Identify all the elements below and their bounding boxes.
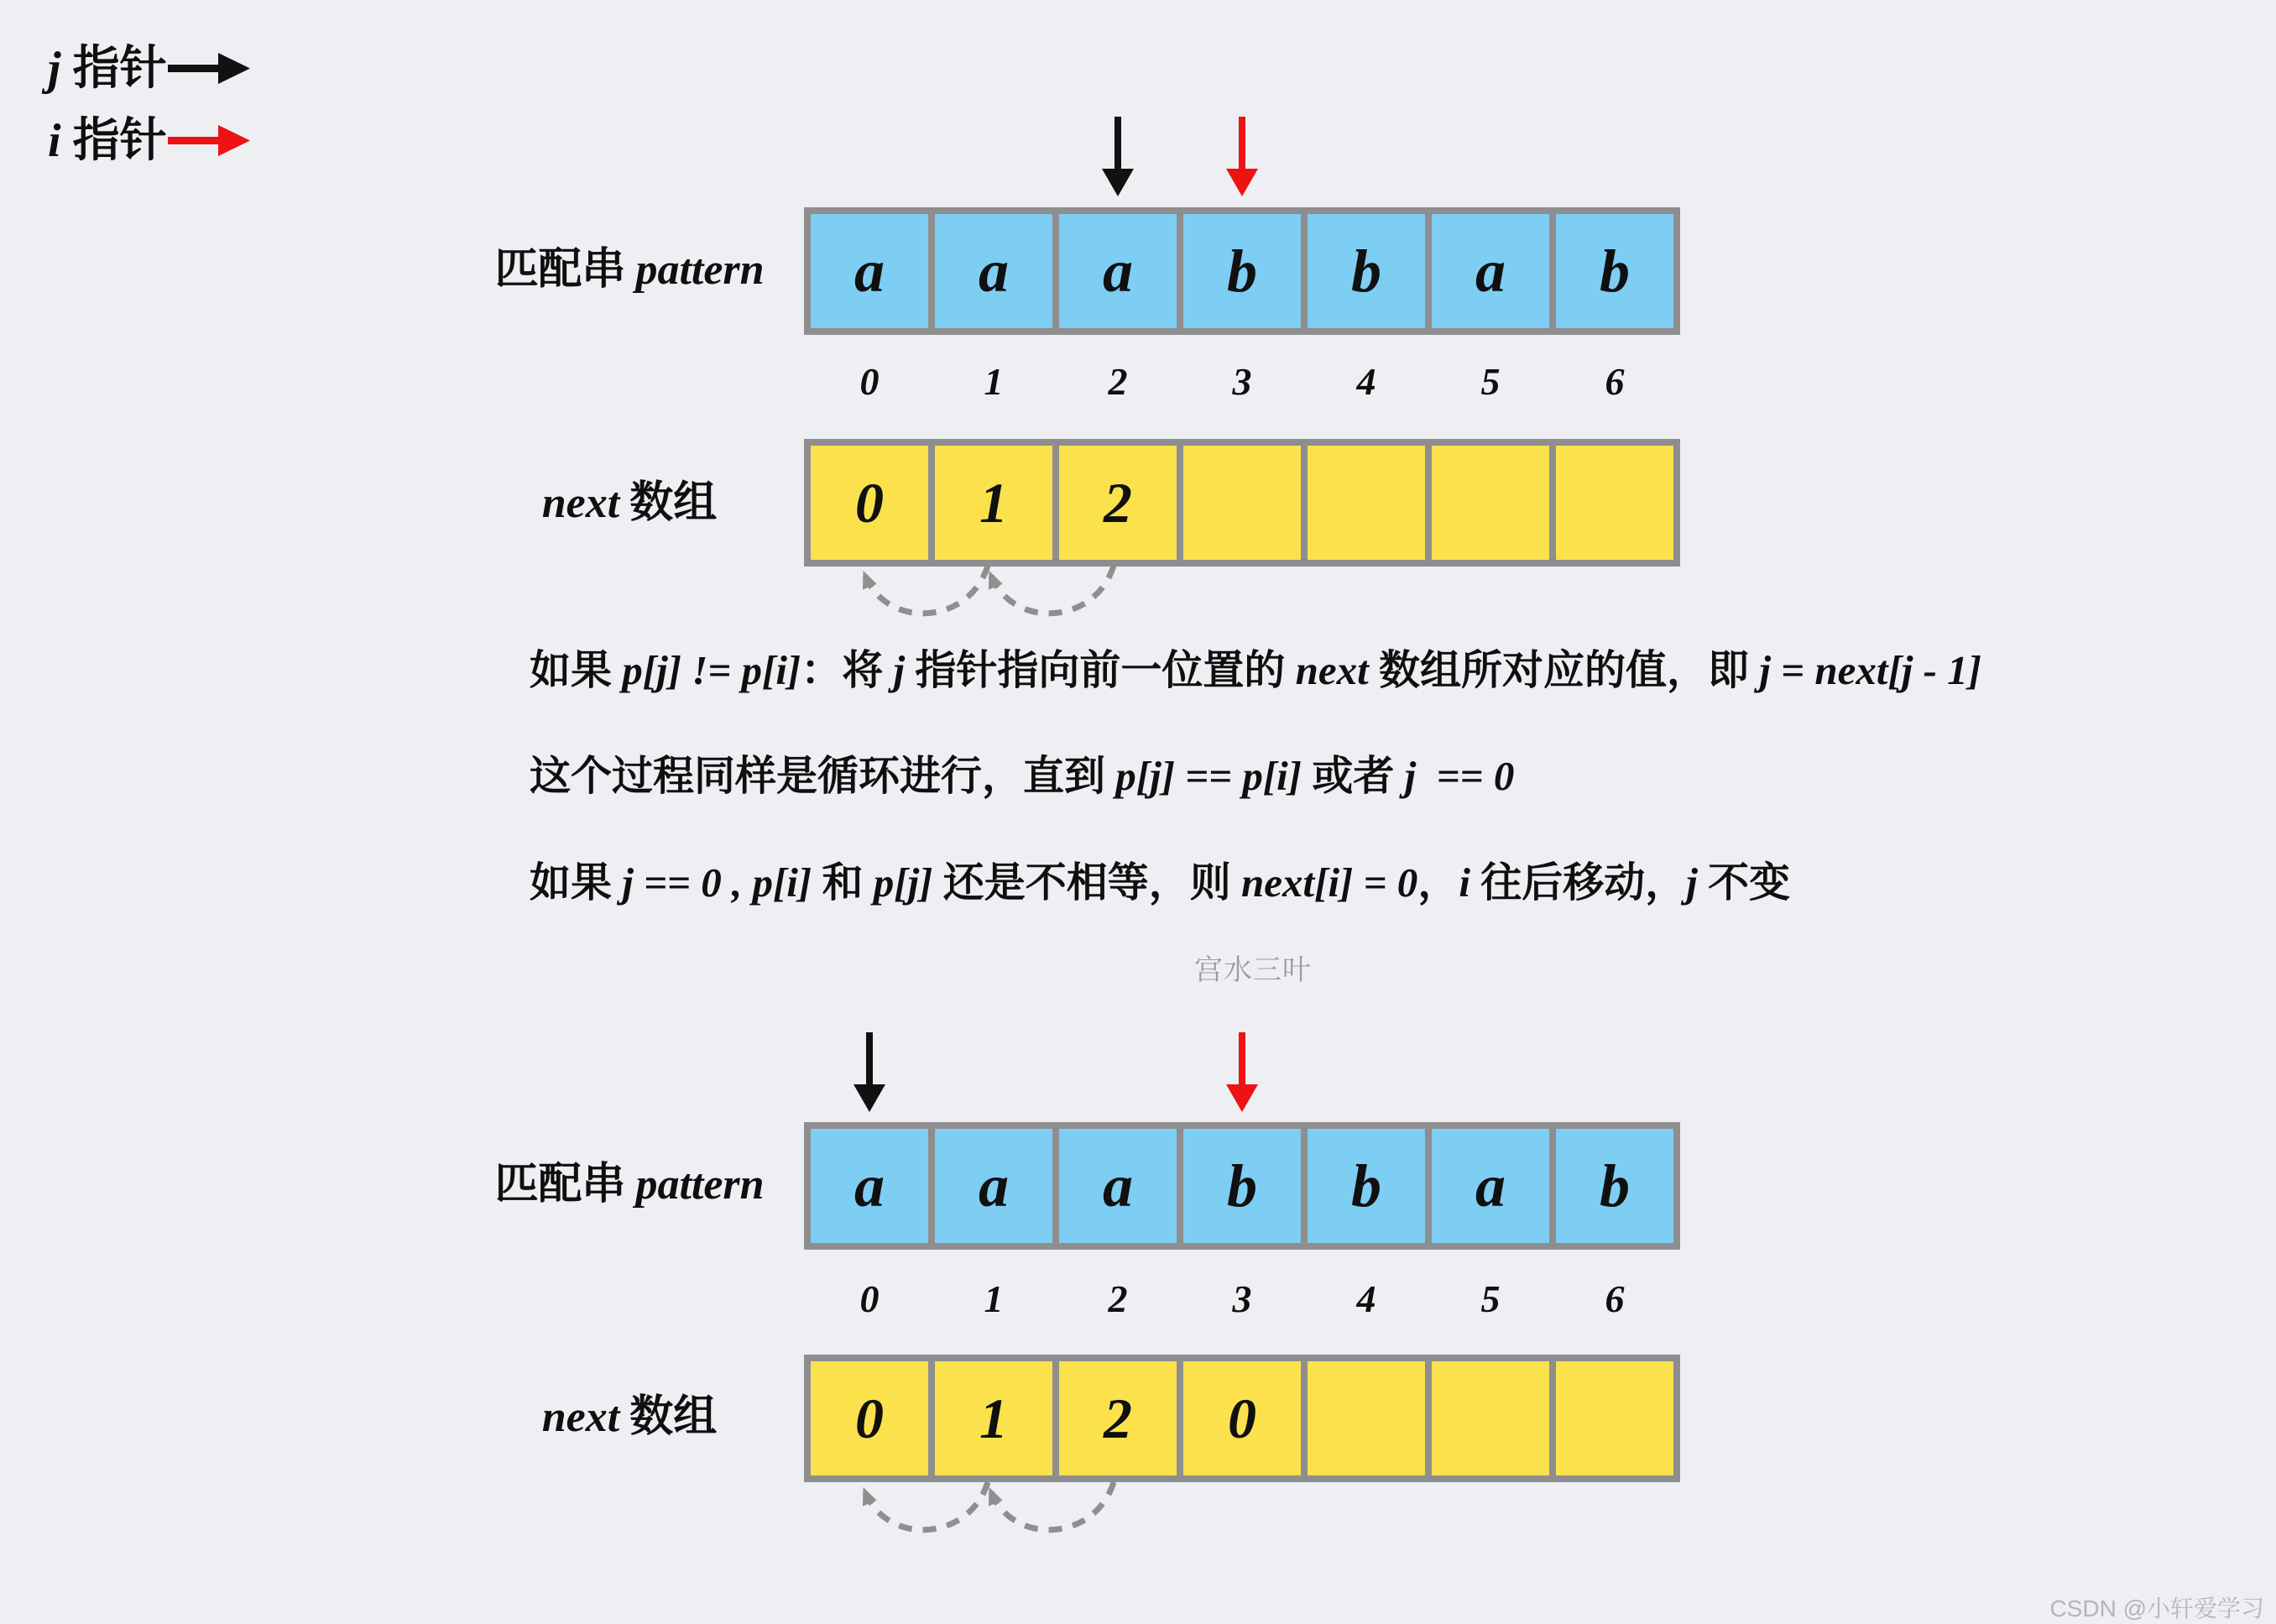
legend-j-pointer	[48, 42, 167, 96]
next-cell: 1	[935, 446, 1052, 560]
text-segment: 往后移动，	[1469, 859, 1687, 906]
watermark-csdn: CSDN @小轩爱学习	[2049, 1595, 2264, 1621]
pattern-label-en: pattern	[635, 246, 765, 294]
explanation-line-2	[530, 754, 1514, 799]
index-label: 4	[1356, 1277, 1376, 1320]
text-segment: j == 0 , p[i]	[622, 859, 812, 906]
pattern-label-en: pattern	[635, 1161, 765, 1209]
text-segment: 这个过程同样是循环进行，直到	[530, 753, 1116, 799]
next-cell: 2	[1059, 446, 1177, 560]
legend-i-pointer	[48, 114, 167, 168]
text-segment: next[i] = 0	[1241, 859, 1418, 906]
pattern-cell: a	[1432, 1129, 1549, 1243]
pattern-cell: a	[1059, 1129, 1177, 1243]
next-cell: 0	[811, 446, 928, 560]
pattern-cell: b	[1183, 214, 1301, 328]
index-label: 1	[984, 360, 1004, 403]
explanation-line-3	[530, 860, 1790, 906]
next-cell	[1432, 446, 1549, 560]
index-label: 6	[1605, 360, 1625, 403]
next-cell: 1	[935, 1361, 1052, 1475]
pattern-row	[804, 1122, 1680, 1250]
pattern-cell: a	[1059, 214, 1177, 328]
index-label: 3	[1232, 1277, 1252, 1320]
next-cell: 0	[811, 1361, 928, 1475]
pattern-row-label	[457, 244, 801, 296]
back-reference-arcs	[827, 562, 1196, 638]
next-array-row	[804, 1355, 1680, 1482]
text-segment: p[j] == p[i]	[1115, 753, 1302, 799]
legend-i-text: 指针	[60, 115, 167, 167]
pattern-label-zh: 匹配串	[494, 1161, 626, 1209]
index-label: 3	[1232, 360, 1252, 403]
text-segment: i	[1459, 859, 1470, 906]
next-cell: 0	[1183, 1361, 1301, 1475]
text-segment: 如果	[530, 859, 623, 906]
text-segment: 如果	[530, 647, 623, 693]
next-label-zh: 数组	[629, 479, 718, 527]
text-segment: next	[1295, 647, 1369, 693]
pattern-cell: b	[1556, 214, 1673, 328]
text-segment: 还是不相等，则	[932, 859, 1242, 906]
watermark-center: 宫水三叶	[1194, 955, 1312, 986]
legend-j-text: 指针	[60, 43, 167, 95]
legend-i-symbol: i	[48, 115, 61, 167]
next-label-en: next	[541, 1393, 620, 1441]
back-reference-arcs	[827, 1479, 1196, 1554]
arc-cell2-to-cell1	[991, 566, 1114, 614]
arc-cell1-to-cell0	[865, 566, 988, 614]
text-segment: 不变	[1697, 859, 1791, 906]
j-pointer-arrow-icon	[1099, 117, 1136, 197]
pattern-cell: b	[1308, 1129, 1425, 1243]
next-label-en: next	[541, 479, 620, 527]
pattern-cell: a	[1432, 214, 1549, 328]
next-cell	[1308, 1361, 1425, 1475]
index-label: 5	[1480, 1277, 1501, 1320]
text-segment: ：将	[801, 647, 894, 693]
next-cell	[1556, 1361, 1673, 1475]
j-pointer-arrow-icon	[851, 1032, 888, 1113]
next-cell	[1432, 1361, 1549, 1475]
text-segment: 指针指向前一位置的	[905, 647, 1296, 693]
index-label: 2	[1108, 360, 1128, 403]
pattern-cell: b	[1183, 1129, 1301, 1243]
i-pointer-arrow-icon	[166, 123, 252, 159]
pattern-label-zh: 匹配串	[494, 246, 626, 294]
explanation-line-1	[530, 648, 1981, 693]
next-row-label	[457, 478, 801, 530]
arc-cell2-to-cell1	[991, 1482, 1114, 1530]
index-label: 0	[859, 360, 880, 403]
next-array-row	[804, 439, 1680, 567]
index-row	[804, 357, 1680, 407]
index-row	[804, 1274, 1680, 1324]
index-label: 0	[859, 1277, 880, 1320]
index-label: 5	[1480, 360, 1501, 403]
pattern-row-label	[457, 1159, 801, 1211]
text-segment: j	[893, 647, 906, 693]
pattern-cell: a	[811, 1129, 928, 1243]
pattern-cell: b	[1308, 214, 1425, 328]
legend-j-symbol: j	[48, 43, 61, 95]
text-segment: j	[1686, 859, 1698, 906]
text-segment: 数组所对应的值，即	[1368, 647, 1760, 693]
pattern-cell: a	[935, 1129, 1052, 1243]
index-label: 1	[984, 1277, 1004, 1320]
text-segment: j = next[j - 1]	[1759, 647, 1982, 693]
index-label: 2	[1108, 1277, 1128, 1320]
pattern-row	[804, 207, 1680, 335]
pattern-cell: b	[1556, 1129, 1673, 1243]
text-segment: 或者	[1302, 753, 1405, 799]
text-segment: p[j] != p[i]	[622, 647, 801, 693]
next-row-label	[457, 1392, 801, 1444]
next-cell	[1556, 446, 1673, 560]
index-label: 4	[1356, 360, 1376, 403]
index-label: 6	[1605, 1277, 1625, 1320]
arc-cell1-to-cell0	[865, 1482, 988, 1530]
next-cell: 2	[1059, 1361, 1177, 1475]
text-segment: j == 0	[1404, 753, 1515, 799]
j-pointer-arrow-icon	[166, 51, 252, 86]
text-segment: p[j]	[873, 859, 933, 906]
text-segment: ，	[1417, 859, 1459, 906]
text-segment: 和	[812, 859, 874, 906]
pattern-cell: a	[935, 214, 1052, 328]
next-label-zh: 数组	[629, 1393, 718, 1441]
next-cell	[1308, 446, 1425, 560]
next-cell	[1183, 446, 1301, 560]
i-pointer-arrow-icon	[1224, 117, 1261, 197]
pattern-cell: a	[811, 214, 928, 328]
i-pointer-arrow-icon	[1224, 1032, 1261, 1113]
